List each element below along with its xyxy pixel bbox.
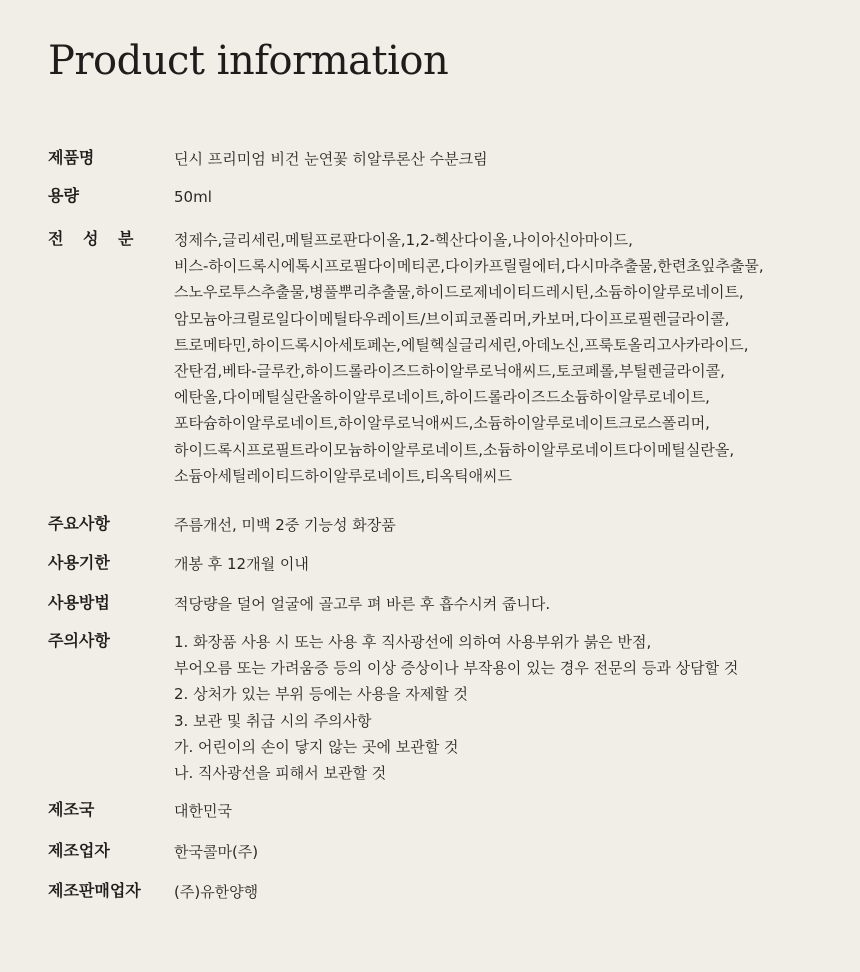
row-value (174, 839, 854, 865)
value-line: 딘시 프리미엄 비건 눈연꽃 히알루론산 수분크림 (174, 150, 488, 168)
row-value (174, 512, 854, 538)
value-line: 소듐아세틸레이티드하이알루로네이트,티옥틱애씨드 (174, 466, 513, 485)
row-label: 사용기한 (48, 553, 110, 572)
value-line: 잔탄검,베타-글루칸,하이드롤라이즈드하이알루로닉애씨드,토코페롤,부틸렌글라이콜, (174, 362, 725, 381)
value-line: 주름개선, 미백 2중 기능성 화장품 (174, 516, 396, 534)
row-label: 제조판매업자 (48, 881, 141, 900)
row-label: 제품명 (48, 148, 95, 167)
value-line: 포타슘하이알루로네이트,하이알루로닉애씨드,소듐하이알루로네이트크로스폴리머, (174, 414, 710, 433)
row-value (174, 227, 854, 489)
page-title: Product information (48, 38, 449, 84)
value-line: 하이드록시프로필트라이모늄하이알루로네이트,소듐하이알루로네이트다이메틸실란올, (174, 440, 735, 459)
value-line: 부어오름 또는 가려움증 등의 이상 증상이나 부작용이 있는 경우 전문의 등과 상담할 것 (174, 659, 739, 678)
row-label: 용량 (48, 186, 79, 205)
value-line: 대한민국 (174, 802, 232, 820)
value-line: 한국콜마(주) (174, 843, 259, 861)
value-line: 트로메타민,하이드록시아세토페논,에틸헥실글리세린,아데노신,프룩토올리고사카라이드, (174, 335, 749, 354)
row-value (174, 184, 854, 210)
value-line: 적당량을 덜어 얼굴에 골고루 펴 바른 후 흡수시켜 줍니다. (174, 595, 551, 613)
row-value (174, 146, 854, 172)
row-label: 주의사항 (48, 631, 110, 650)
value-line: 3. 보관 및 취급 시의 주의사항 (174, 711, 372, 730)
row-value (174, 551, 854, 577)
value-line: 2. 상처가 있는 부위 등에는 사용을 자제할 것 (174, 685, 469, 704)
row-value (174, 879, 854, 905)
value-line: 1. 화장품 사용 시 또는 사용 후 직사광선에 의하여 사용부위가 붉은 반점, (174, 633, 652, 651)
value-line: 에탄올,다이메틸실란올하이알루로네이트,하이드롤라이즈드소듐하이알루로네이트, (174, 388, 710, 407)
row-value (174, 798, 854, 824)
value-line: 가. 어린이의 손이 닿지 않는 곳에 보관할 것 (174, 737, 459, 756)
value-line: 스노우로투스추출물,병풀뿌리추출물,하이드로제네이티드레시틴,소듐하이알루로네이트, (174, 283, 744, 302)
row-label: 주요사항 (48, 514, 110, 533)
row-value (174, 629, 854, 786)
row-label: 제조국 (48, 800, 95, 819)
value-line: 정제수,글리세린,메틸프로판다이올,1,2-헥산다이올,나이아신아마이드, (174, 231, 633, 249)
value-line: 비스-하이드록시에톡시프로필다이메티콘,다이카프릴릴에터,다시마추출물,한련초잎추출물, (174, 257, 764, 276)
row-label: 사용방법 (48, 593, 110, 612)
value-line: 50ml (174, 188, 212, 206)
value-line: (주)유한양행 (174, 883, 259, 901)
value-line: 나. 직사광선을 피해서 보관할 것 (174, 764, 387, 783)
row-label: 제조업자 (48, 841, 110, 860)
row-label: 전 성 분 (48, 229, 141, 248)
value-line: 개봉 후 12개월 이내 (174, 555, 309, 573)
value-line: 암모늄아크릴로일다이메틸타우레이트/브이피코폴리머,카보머,다이프로필렌글라이콜, (174, 309, 730, 328)
row-value (174, 591, 854, 617)
